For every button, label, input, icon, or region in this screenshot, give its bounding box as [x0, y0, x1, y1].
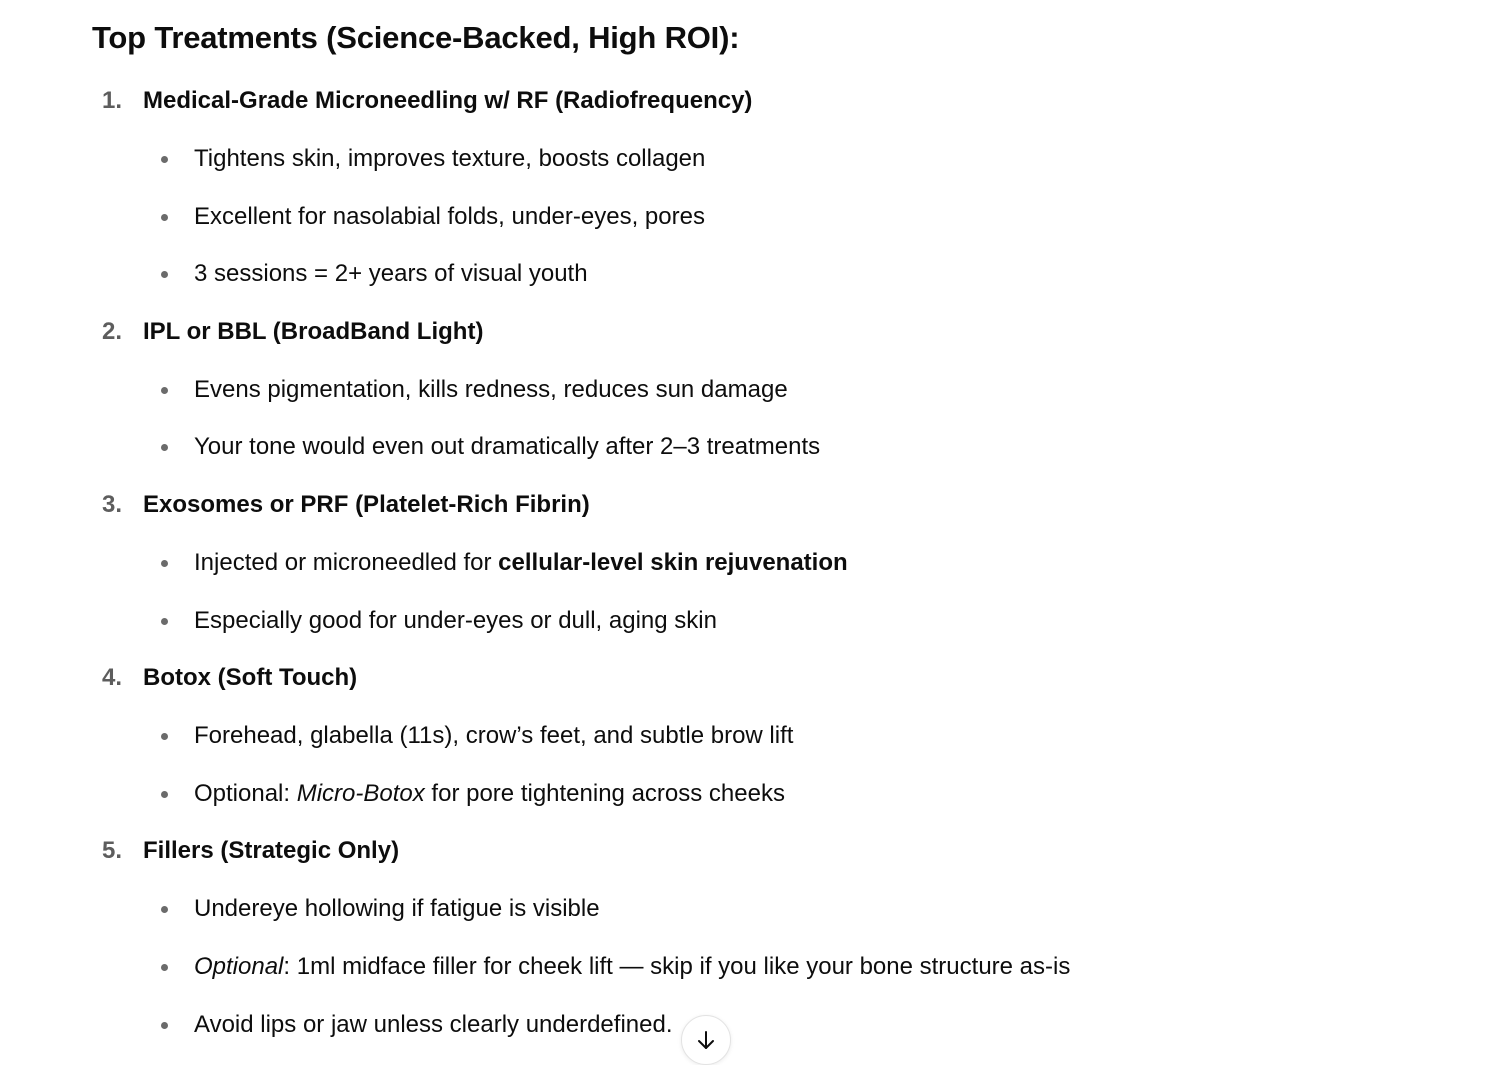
bullet-text — [194, 775, 785, 813]
treatment-item — [92, 313, 1392, 467]
bullet-text — [194, 602, 717, 640]
treatment-item — [92, 486, 1392, 640]
bullet-text-suffix: : 1ml midface filler for cheek lift — skip if you like your bone structure as-is — [283, 952, 1071, 980]
treatment-title-row — [92, 832, 1392, 870]
treatment-title: Fillers (Strategic Only) — [143, 837, 400, 865]
treatment-title: Exosomes or PRF (Platelet-Rich Fibrin) — [143, 490, 590, 518]
bullet-item — [92, 890, 1392, 928]
bullet-text-suffix: for pore tightening across cheeks — [424, 779, 785, 807]
bullet-item — [92, 602, 1392, 640]
bullet-text-prefix: Injected or microneedled for — [194, 548, 499, 576]
treatment-title: Medical-Grade Microneedling w/ RF (Radiofrequency) — [143, 87, 753, 114]
treatment-number: 2. — [102, 317, 123, 345]
bullet-item — [92, 1006, 1392, 1044]
bullet-dot-icon — [161, 444, 168, 451]
bullet-dot-icon — [161, 733, 168, 740]
treatment-item — [92, 82, 1392, 293]
treatment-bullets — [92, 890, 1392, 1043]
bullet-dot-icon — [161, 560, 168, 567]
bullet-text — [194, 371, 788, 409]
bullet-text — [194, 544, 848, 582]
bullet-dot-icon — [161, 1022, 168, 1029]
bullet-text — [194, 948, 1070, 986]
treatment-number: 3. — [102, 490, 123, 518]
bullet-text-text: Especially good for under-eyes or dull, aging skin — [194, 606, 717, 634]
treatments-list — [92, 82, 1392, 1063]
bullet-text — [194, 717, 793, 755]
bullet-text-prefix: Optional: — [194, 779, 297, 807]
treatment-title-row — [92, 659, 1392, 697]
bullet-dot-icon — [161, 964, 168, 971]
bullet-text-text: Avoid lips or jaw unless clearly underdefined. — [194, 1010, 673, 1038]
bullet-text-text: Evens pigmentation, kills redness, reduces sun damage — [194, 375, 788, 403]
bullet-text-text: Tightens skin, improves texture, boosts collagen — [194, 145, 706, 172]
bullet-text-text: Your tone would even out dramatically after 2–3 treatments — [194, 433, 821, 461]
section-heading: Top Treatments (Science-Backed, High ROI): — [92, 20, 740, 55]
bullet-item — [92, 198, 1392, 236]
treatment-bullets — [92, 371, 1392, 467]
treatment-number: 1. — [102, 87, 123, 114]
treatment-title: Botox (Soft Touch) — [143, 664, 358, 692]
bullet-text — [194, 255, 588, 293]
bullet-item — [92, 544, 1392, 582]
bullet-dot-icon — [161, 618, 168, 625]
bullet-text-text: Excellent for nasolabial folds, under-eyes, pores — [194, 202, 705, 230]
bullet-text — [194, 198, 705, 236]
treatment-bullets — [92, 717, 1392, 813]
treatment-title-row — [92, 82, 1392, 120]
treatment-item — [92, 832, 1392, 1043]
bullet-text-text: 3 sessions = 2+ years of visual youth — [194, 260, 588, 288]
treatment-number: 4. — [102, 664, 123, 692]
treatment-item — [92, 659, 1392, 813]
bullet-item — [92, 717, 1392, 755]
bullet-text-text: Forehead, glabella (11s), crow’s feet, and subtle brow lift — [194, 722, 794, 750]
bullet-dot-icon — [161, 906, 168, 913]
treatment-title: IPL or BBL (BroadBand Light) — [143, 317, 484, 345]
treatment-title-row — [92, 313, 1392, 351]
bullet-text — [194, 428, 820, 466]
bullet-text — [194, 1006, 673, 1044]
bullet-text-italic: Optional — [194, 952, 284, 980]
treatment-bullets — [92, 544, 1392, 640]
treatment-bullets — [92, 140, 1392, 293]
bullet-text — [194, 890, 600, 928]
bullet-item — [92, 948, 1392, 986]
arrow-down-icon — [695, 1029, 717, 1051]
bullet-text-bold: cellular-level skin rejuvenation — [498, 548, 848, 576]
bullet-dot-icon — [161, 791, 168, 798]
bullet-dot-icon — [161, 156, 168, 163]
bullet-dot-icon — [161, 214, 168, 221]
bullet-dot-icon — [161, 271, 168, 278]
bullet-item — [92, 255, 1392, 293]
bullet-text-italic: Micro-Botox — [296, 779, 425, 807]
bullet-item — [92, 775, 1392, 813]
treatment-title-row — [92, 486, 1392, 524]
bullet-dot-icon — [161, 387, 168, 394]
bullet-text-text: Undereye hollowing if fatigue is visible — [194, 895, 600, 923]
bullet-text — [194, 140, 705, 178]
scroll-to-bottom-button[interactable] — [681, 1015, 731, 1065]
bullet-item — [92, 140, 1392, 178]
bullet-item — [92, 371, 1392, 409]
bullet-item — [92, 428, 1392, 466]
treatment-number: 5. — [102, 837, 123, 865]
